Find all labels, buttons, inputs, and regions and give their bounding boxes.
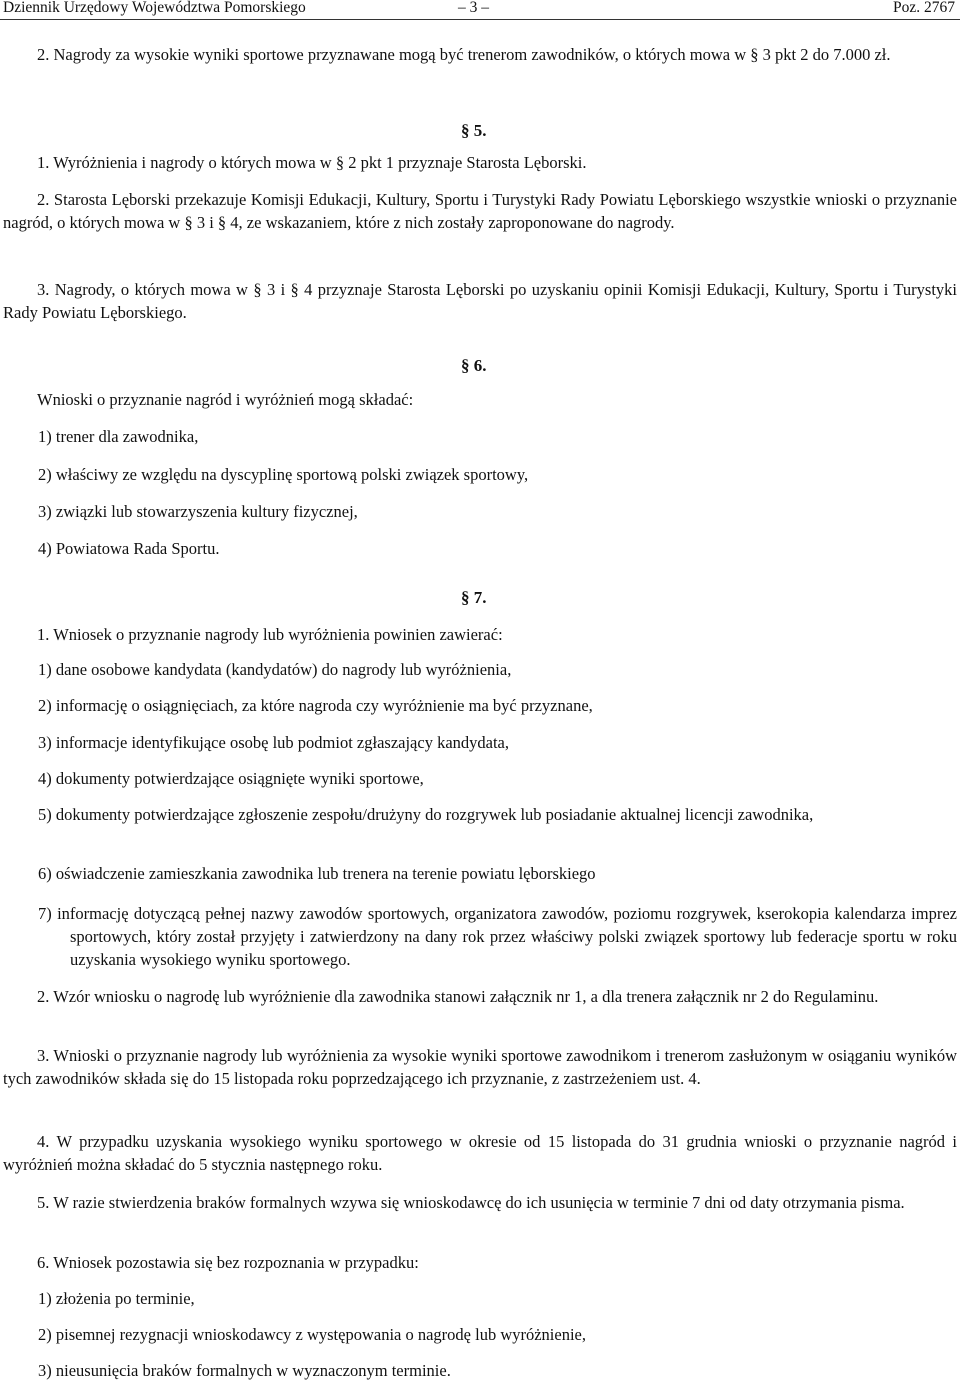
page-number: – 3 – — [458, 0, 489, 16]
list-item: 2) informację o osiągnięciach, za które nagroda czy wyróżnienie ma być przyznane, — [38, 696, 593, 715]
paragraph-s7-2: 2. Wzór wniosku o nagrodę lub wyróżnienie dla zawodnika stanowi załącznik nr 1, a dla trenera załącznik nr 2 do Regulaminu. — [37, 987, 879, 1006]
list-item: 3) informacje identyfikujące osobę lub podmiot zgłaszający kandydata, — [38, 733, 509, 752]
page-header — [0, 0, 960, 20]
list-item: 3) związki lub stowarzyszenia kultury fizycznej, — [38, 502, 358, 521]
list-item-wrap — [3, 803, 957, 826]
list-item: 7) informację dotyczącą pełnej nazwy zawodów sportowych, organizatora zawodów, poziomu rozgrywek, kserokopia kalendarza imprez sportowych, który został przyjęty i zatwierdzony na dany rok przez właściwy polski związek sportowy lub federacje sportu w roku uzyskania wysokiego wyniku sportowego. — [38, 904, 957, 969]
paragraph-s5-3: 3. Nagrody, o których mowa w § 3 i § 4 przyznaje Starosta Lęborski po uzyskaniu opinii Komisji Edukacji, Kultury, Sportu i Turystyki Rady Powiatu Lęborskiego. — [3, 280, 957, 322]
section-7-heading: § 7. — [461, 588, 487, 607]
list-item-wrap — [3, 902, 957, 971]
paragraph-s7-5: 5. W razie stwierdzenia braków formalnych wzywa się wnioskodawcę do ich usunięcia w terminie 7 dni od daty otrzymania pisma. — [37, 1193, 905, 1212]
list-item: 1) trener dla zawodnika, — [38, 427, 199, 446]
paragraph-s4-2: 2. Nagrody za wysokie wyniki sportowe przyznawane mogą być trenerom zawodników, o których mowa w § 3 pkt 2 do 7.000 zł. — [37, 45, 891, 64]
list-item: 4) Powiatowa Rada Sportu. — [38, 539, 220, 558]
paragraph-s7-1: 1. Wniosek o przyznanie nagrody lub wyróżnienia powinien zawierać: — [37, 625, 503, 644]
paragraph-s7-3: 3. Wnioski o przyznanie nagrody lub wyróżnienia za wysokie wyniki sportowe zawodnikom i trenerom zasłużonym w osiąganiu wyników tych zawodników składa się do 15 listopada roku poprzedzającego ich przyznanie, z zastrzeżeniem ust. 4. — [3, 1046, 957, 1088]
list-item: 3) nieusunięcia braków formalnych w wyznaczonym terminie. — [38, 1361, 451, 1380]
paragraph-s5-2: 2. Starosta Lęborski przekazuje Komisji Edukacji, Kultury, Sportu i Turystyki Rady Powiatu Lęborskiego wszystkie wnioski o przyznanie nagród, o których mowa w § 3 i § 4, ze wskazaniem, które z nich zostały zaproponowane do nagrody. — [3, 190, 957, 232]
list-item: 5) dokumenty potwierdzające zgłoszenie zespołu/drużyny do rozgrywek lub posiadanie aktualnej licencji zawodnika, — [38, 805, 814, 824]
position-number: Poz. 2767 — [893, 0, 955, 16]
list-item: 1) dane osobowe kandydata (kandydatów) do nagrody lub wyróżnienia, — [38, 660, 512, 679]
list-item: 6) oświadczenie zamieszkania zawodnika lub trenera na terenie powiatu lęborskiego — [38, 864, 596, 883]
paragraph-s7-6: 6. Wniosek pozostawia się bez rozpoznania w przypadku: — [37, 1253, 419, 1272]
section-6-intro: Wnioski o przyznanie nagród i wyróżnień mogą składać: — [37, 390, 414, 409]
section-5-heading: § 5. — [461, 121, 487, 140]
header-rule — [0, 19, 960, 20]
journal-title: Dziennik Urzędowy Województwa Pomorskiego — [3, 0, 306, 16]
list-item: 2) właściwy ze względu na dyscyplinę sportową polski związek sportowy, — [38, 465, 529, 484]
list-item: 4) dokumenty potwierdzające osiągnięte wyniki sportowe, — [38, 769, 424, 788]
list-item: 2) pisemnej rezygnacji wnioskodawcy z występowania o nagrodę lub wyróżnienie, — [38, 1325, 586, 1344]
section-6-heading: § 6. — [461, 356, 487, 375]
paragraph-s7-4: 4. W przypadku uzyskania wysokiego wyniku sportowego w okresie od 15 listopada do 31 grudnia wnioski o przyznanie nagród i wyróżnień można składać do 5 stycznia następnego roku. — [3, 1132, 957, 1174]
list-item: 1) złożenia po terminie, — [38, 1289, 195, 1308]
paragraph-s5-1: 1. Wyróżnienia i nagrody o których mowa w § 2 pkt 1 przyznaje Starosta Lęborski. — [37, 153, 587, 172]
